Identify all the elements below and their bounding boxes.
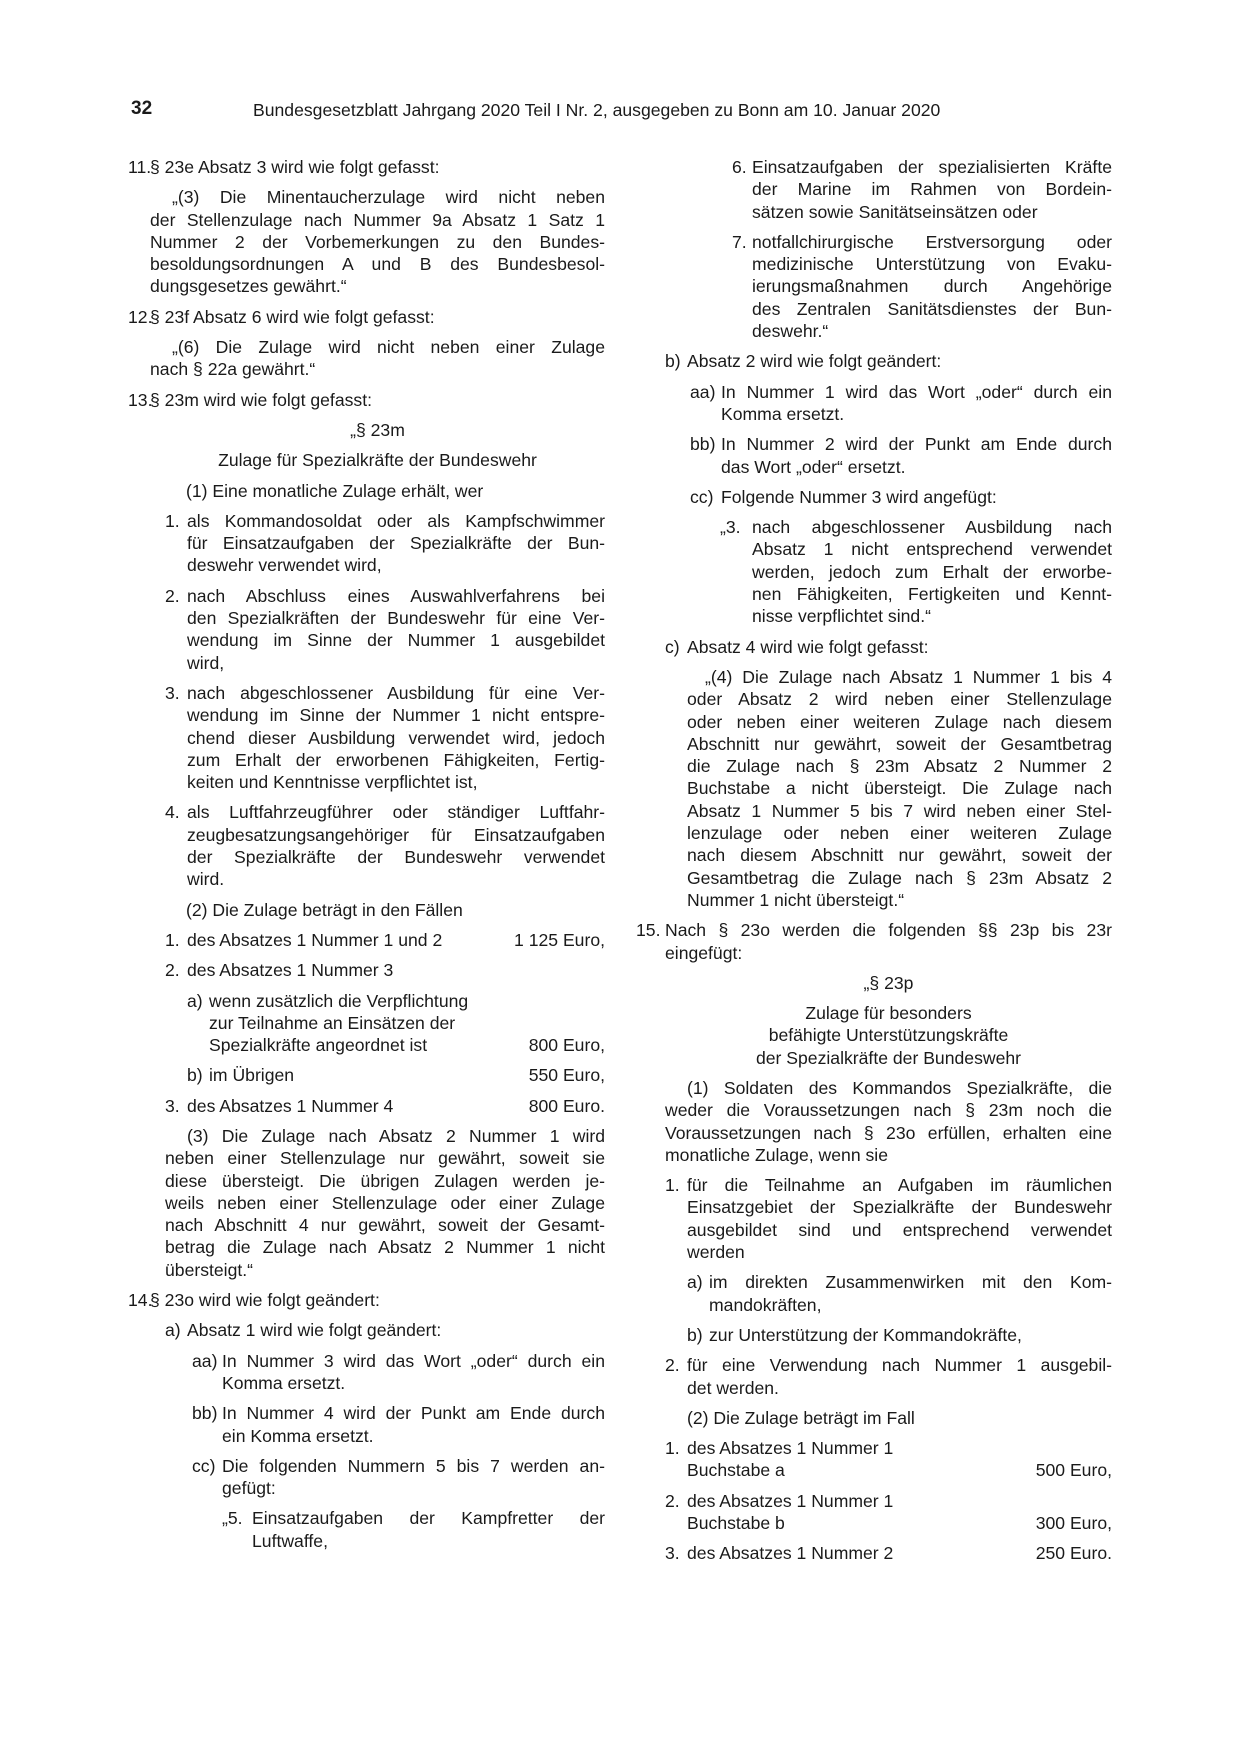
text-line: nach abgeschlossener Ausbildung für eine Ver- [187,682,605,703]
section-heading [636,1002,1112,1069]
letter-item [687,1271,1112,1316]
item-number: 3. [165,1095,180,1116]
amount-description: des Absatzes 1 Nummer 2 [687,1543,894,1564]
text-line: dungsgesetzes gewährt.“ [150,276,347,297]
text-line: als Luftfahrzeugführer oder ständiger Luftfahr- [187,802,605,823]
amount-row [665,1437,1112,1482]
amount-description: des Absatzes 1 Nummer 4 [187,1095,394,1116]
item-letter: cc) [192,1455,216,1476]
item-number: 7. [732,231,747,252]
amount-value: 500 Euro, [1035,1460,1112,1481]
item-letter: bb) [690,434,716,455]
left-column [128,156,605,1552]
amount-description: im Übrigen [209,1065,295,1086]
text-line: notfallchirurgische Erstversorgung oder [752,231,1112,252]
text-line: Absatz 1 Nummer 5 bis 7 wird neben einer Stel- [687,800,1112,821]
item-number: 1. [665,1175,680,1196]
text-line: Zulage für besonders [805,1003,972,1024]
text-line: ierungsmaßnahmen durch Angehörige [752,276,1112,297]
amount-value: 1 125 Euro, [514,929,605,950]
amount-row [165,959,605,981]
text-line: werden, jedoch zum Erhalt der erworbe- [752,561,1112,582]
sub-item [690,486,1112,508]
text-line: besoldungsordnungen A und B des Bundesbesol- [150,254,605,275]
sub-item [690,381,1112,426]
text-line: nen Fähigkeiten, Fertigkeiten und Kennt- [752,584,1112,605]
text-line: monatliche Zulage, wenn sie [665,1144,888,1165]
text-line: nisse verpflichtet sind.“ [752,606,931,627]
item-number: 12. [128,306,153,327]
item-text: Folgende Nummer 3 wird angefügt: [721,486,997,507]
text-line: übersteigt.“ [165,1259,254,1280]
numbered-item [165,510,605,577]
amount-row [165,929,605,951]
amount-value: 800 Euro. [528,1095,605,1116]
item-15 [636,919,1112,964]
item-number: 2. [665,1355,680,1376]
text-line: deswehr verwendet wird, [187,555,382,576]
letter-item [665,636,1112,658]
text-line: des Absatzes 1 Nummer 1 [687,1490,894,1511]
amount-value: 250 Euro. [1035,1543,1112,1564]
text-line: (3) Die Zulage nach Absatz 2 Nummer 1 wird [187,1125,605,1146]
amount-row [665,1490,1112,1535]
item-text: Absatz 4 wird wie folgt gefasst: [687,636,929,657]
letter-item [687,1324,1112,1346]
text-line: des Absatzes 1 Nummer 1 [687,1438,894,1459]
item-number: 2. [165,960,180,981]
amount-value: 800 Euro, [528,1035,605,1056]
text-line: werden [687,1242,745,1263]
text-line: „(4) Die Zulage nach Absatz 1 Nummer 1 bis 4 [705,666,1112,687]
text-line: Buchstabe b [687,1513,785,1534]
letter-item [165,1319,605,1341]
item-number: „5. [222,1508,243,1529]
item-letter: aa) [690,381,716,402]
numbered-item [165,801,605,890]
numbered-item [165,585,605,674]
item-number: 2. [165,585,180,606]
text-line: der Spezialkräfte der Bundeswehr verwendet [187,847,605,868]
text-line: In Nummer 3 wird das Wort „oder“ durch ein [222,1350,605,1371]
amount-row [665,1542,1112,1564]
text-line: gefügt: [222,1478,276,1499]
paragraph-1 [636,1077,1112,1166]
text-line: wendung im Sinne der Nummer 1 ausgebildet [187,630,605,651]
text-line: befähigte Unterstützungskräfte [768,1025,1009,1046]
item-11 [128,156,605,178]
text-line: medizinische Unterstützung von Evaku- [752,254,1112,275]
quoted-paragraph [687,666,1112,911]
text-line: In Nummer 1 wird das Wort „oder“ durch ein [721,381,1112,402]
text-line: mandokräften, [709,1294,822,1315]
paragraph-2: (2) Die Zulage beträgt im Fall [687,1407,915,1428]
text-line: zeugbesatzungsangehöriger für Einsatzaufgaben [187,824,605,845]
text-line: des Zentralen Sanitätsdienstes der Bun- [752,298,1112,319]
text-line: det werden. [687,1377,779,1398]
item-letter: b) [187,1065,203,1086]
quoted-item [722,156,1112,223]
amount-value: 300 Euro, [1035,1513,1112,1534]
item-letter: a) [187,990,203,1011]
amount-row [187,990,605,1057]
item-number: „3. [720,517,741,538]
page-header [0,98,1241,122]
section-number: „§ 23p [863,972,914,993]
text-line: für die Teilnahme an Aufgaben im räumlichen [687,1175,1112,1196]
item-text: Absatz 2 wird wie folgt geändert: [687,351,942,372]
text-line: In Nummer 4 wird der Punkt am Ende durch [222,1403,605,1424]
text-line: weils neben einer Stellenzulage oder einer Zulage [165,1192,605,1213]
page-number: 32 [131,98,153,119]
quoted-item [722,231,1112,342]
text-line: Einsatzaufgaben der Kampfretter der [252,1508,605,1529]
item-13 [128,389,605,411]
quoted-paragraph [128,186,605,297]
text-line: sätzen sowie Sanitätseinsätzen oder [752,201,1038,222]
item-letter: b) [665,351,681,372]
sub-item [192,1402,605,1447]
text-line: Einsatzgebiet der Spezialkräfte der Bundeswehr [687,1197,1112,1218]
numbered-item [665,1174,1112,1263]
item-number: 15. [636,920,661,941]
text-line: diese übersteigt. Die übrigen Zulagen werden je- [165,1170,605,1191]
item-number: 3. [665,1543,680,1564]
item-letter: a) [165,1320,181,1341]
text-line: weder die Voraussetzungen nach § 23m noch die [665,1100,1112,1121]
text-line: lenzulage oder neben einer weiteren Zulage [687,823,1112,844]
text-line: für Einsatzaufgaben der Spezialkräfte der Bun- [187,533,605,554]
text-line: Nummer 2 der Vorbemerkungen zu den Bundes- [150,231,605,252]
paragraph-3 [165,1125,605,1281]
text-line: (1) Soldaten des Kommandos Spezialkräfte, die [687,1077,1112,1098]
text-line: nach Abschnitt 4 nur gewährt, soweit der Gesamt- [165,1215,605,1236]
item-text: zur Unterstützung der Kommandokräfte, [709,1324,1022,1345]
item-number: 3. [165,682,180,703]
text-line: Nach § 23o werden die folgenden §§ 23p bis 23r [665,920,1112,941]
text-line: Die folgenden Nummern 5 bis 7 werden an- [222,1455,605,1476]
text-line: wird, [187,652,225,673]
text-line: nach diesem Abschnitt nur gewährt, soweit der [687,845,1112,866]
text-line: ein Komma ersetzt. [222,1425,374,1446]
item-number: 1. [165,929,180,950]
text-line: ausgebildet sind und entsprechend verwendet [687,1219,1112,1240]
text-line: Komma ersetzt. [222,1372,346,1393]
gazette-header-title: Bundesgesetzblatt Jahrgang 2020 Teil I Nr. 2, ausgegeben zu Bonn am 10. Januar 2020 [253,100,941,120]
text-line: die Zulage nach § 23m Absatz 2 Nummer 2 [687,756,1112,777]
text-line: deswehr.“ [752,321,829,342]
numbered-item [165,682,605,793]
text-line: „(6) Die Zulage wird nicht neben einer Zulage [172,337,605,358]
item-14 [128,1289,605,1311]
text-line: „(3) Die Minentaucherzulage wird nicht neben [172,187,605,208]
text-line: keiten und Kenntnisse verpflichtet ist, [187,772,478,793]
text-line: der Stellenzulage nach Nummer 9a Absatz 1 Satz 1 [150,209,605,230]
right-column [636,156,1112,1565]
text-line: oder Absatz 2 wird neben einer Stellenzulage [687,689,1112,710]
text-line: das Wort „oder“ ersetzt. [721,456,906,477]
sub-item [192,1455,605,1500]
text-line: nach Abschluss eines Auswahlverfahrens bei [187,585,605,606]
item-number: 6. [732,157,747,177]
item-letter: c) [665,636,680,657]
text-line: Spezialkräfte angeordnet ist [209,1035,428,1056]
text-line: nach § 22a gewährt.“ [150,359,316,380]
item-letter: a) [687,1272,703,1293]
amount-description: des Absatzes 1 Nummer 3 [187,960,394,981]
text-line: Einsatzaufgaben der spezialisierten Kräfte [752,157,1112,177]
text-line: wenn zusätzlich die Verpflichtung [209,990,469,1011]
text-line: oder neben einer weiteren Zulage nach diesem [687,711,1112,732]
section-number: „§ 23m [350,419,405,440]
text-line: Buchstabe a nicht übersteigt. Die Zulage nach [687,778,1112,799]
item-number: 4. [165,802,180,823]
item-letter: b) [687,1324,703,1345]
item-text: § 23o wird wie folgt geändert: [150,1290,380,1311]
item-number: 11. [128,157,152,177]
quoted-item [720,516,1112,627]
sub-item [690,433,1112,478]
amount-row [165,1095,605,1117]
text-line: der Marine im Rahmen von Bordein- [752,179,1112,200]
text-line: Absatz 1 nicht entsprechend verwendet [752,539,1112,560]
text-line: als Kommandosoldat oder als Kampfschwimmer [187,510,605,531]
text-line: chend dieser Ausbildung verwendet wird, jedoch [187,727,605,748]
item-number: 2. [665,1490,680,1511]
amount-row [187,1064,605,1086]
text-line: neben einer Stellenzulage nur gewährt, soweit sie [165,1148,605,1169]
item-letter: bb) [192,1403,218,1424]
text-line: Nummer 1 nicht übersteigt.“ [687,889,905,910]
text-line: den Spezialkräften der Bundeswehr für eine Ver- [187,608,605,629]
section-heading: Zulage für Spezialkräfte der Bundeswehr [218,450,537,471]
text-line: zum Erhalt der erworbenen Fähigkeiten, Fertig- [187,749,605,770]
text-line: wird. [187,869,225,890]
paragraph-1: (1) Eine monatliche Zulage erhält, wer [186,480,484,501]
text-line: wendung im Sinne der Nummer 1 nicht entspre- [187,705,605,726]
item-letter: aa) [192,1350,218,1371]
text-line: In Nummer 2 wird der Punkt am Ende durch [721,434,1112,455]
text-line: zur Teilnahme an Einsätzen der [209,1012,456,1033]
text-line: Voraussetzungen nach § 23o erfüllen, erhalten eine [665,1122,1112,1143]
text-line: Buchstabe a [687,1460,785,1481]
letter-item [665,350,1112,372]
text-line: Abschnitt nur gewährt, soweit der Gesamtbetrag [687,733,1112,754]
item-text: § 23m wird wie folgt gefasst: [150,389,372,410]
item-text: § 23e Absatz 3 wird wie folgt gefasst: [150,157,440,177]
item-number: 1. [165,510,180,531]
item-text: Absatz 1 wird wie folgt geändert: [187,1320,442,1341]
item-number: 14. [128,1290,153,1311]
text-line: Gesamtbetrag die Zulage nach § 23m Absatz 2 [687,867,1112,888]
item-letter: cc) [690,486,714,507]
amount-value: 550 Euro, [528,1065,605,1086]
text-line: eingefügt: [665,942,743,963]
numbered-item [665,1354,1112,1399]
text-line: der Spezialkräfte der Bundeswehr [755,1047,1022,1068]
text-line: betrag die Zulage nach Absatz 2 Nummer 1 nicht [165,1237,605,1258]
text-line: Komma ersetzt. [721,403,845,424]
item-number: 13. [128,389,153,410]
sub-item [192,1350,605,1395]
text-line: nach abgeschlossener Ausbildung nach [752,517,1112,538]
item-12 [128,306,605,328]
text-line: Luftwaffe, [252,1530,328,1551]
quoted-item [222,1507,605,1552]
amount-description: des Absatzes 1 Nummer 1 und 2 [187,929,443,950]
text-line: für eine Verwendung nach Nummer 1 ausgebil- [687,1355,1112,1376]
item-text: § 23f Absatz 6 wird wie folgt gefasst: [150,306,435,327]
paragraph-2: (2) Die Zulage beträgt in den Fällen [186,899,463,920]
text-line: im direkten Zusammenwirken mit den Kom- [709,1272,1112,1293]
quoted-paragraph [128,336,605,381]
item-number: 1. [665,1438,680,1459]
